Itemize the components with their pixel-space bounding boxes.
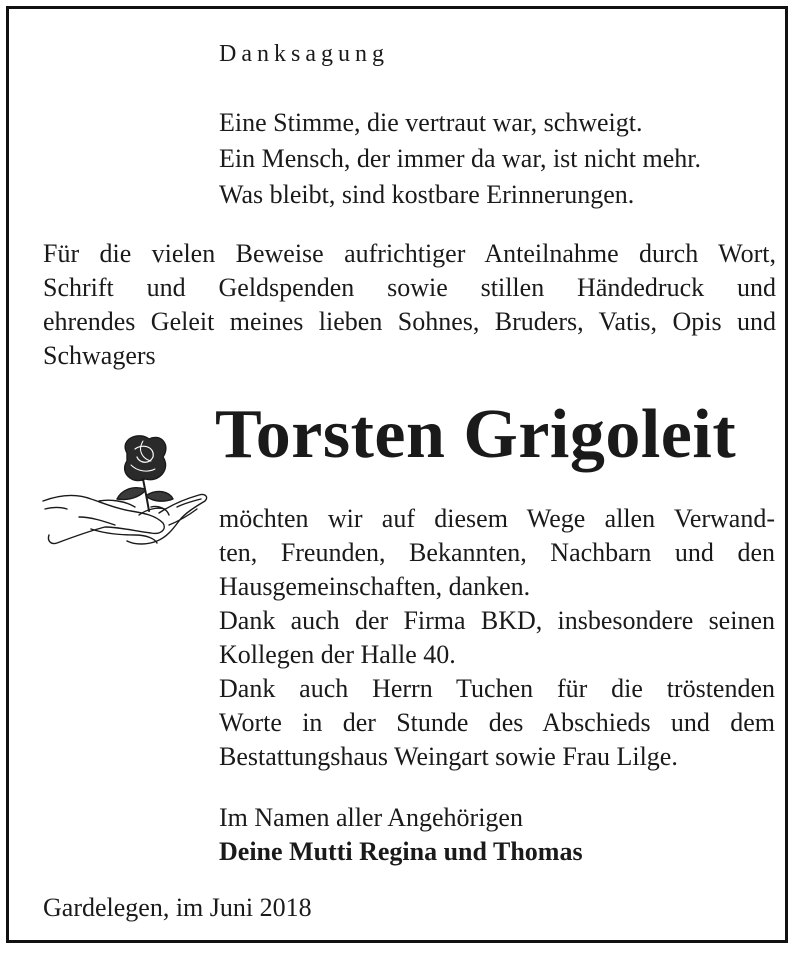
place-date: Gardelegen, im Juni 2018 [43,893,312,922]
verse-line: Eine Stimme, die vertraut war, schweigt. [219,108,643,137]
verse [219,105,701,213]
verse-line: Was bleibt, sind kostbare Erinnerungen. [219,180,635,209]
intro-line: ehrendes Geleit meines lieben Sohnes, Bruders, Vatis, Opis und [43,307,776,336]
body-line: Kollegen der Halle 40. [219,640,456,669]
body-line: ten, Freunden, Bekannten, Nachbarn und den [219,538,775,567]
body-line: möchten wir auf diesem Wege allen Verwand- [219,504,775,533]
body-line: Hausgemeinschaften, danken. [219,572,531,601]
signature: Deine Mutti Regina und Thomas [219,837,583,866]
verse-line: Ein Mensch, der immer da war, ist nicht mehr. [219,144,702,173]
notice-frame [6,6,788,943]
body-line: Dank auch Herrn Tuchen für die tröstenden [219,674,775,703]
body-line: Dank auch der Firma BKD, insbesondere seinen [219,606,775,635]
intro-line: Schwagers [43,341,156,370]
body-line: Bestattungshaus Weingart sowie Frau Lilge. [219,742,678,771]
closing-line: Im Namen aller Angehörigen [219,803,523,832]
rose-in-hands-icon [39,429,211,553]
body-line: Worte in der Stunde des Abschieds und dem [219,708,775,737]
intro-line: Für die vielen Beweise aufrichtiger Anteilnahme durch Wort, [43,239,776,268]
thanks-paragraph [219,502,775,774]
deceased-name: Torsten Grigoleit [215,396,737,473]
heading: Danksagung [219,41,389,67]
intro-line: Schrift und Geldspenden sowie stillen Händedruck und [43,273,776,302]
intro-paragraph [43,237,776,373]
closing [219,801,583,869]
